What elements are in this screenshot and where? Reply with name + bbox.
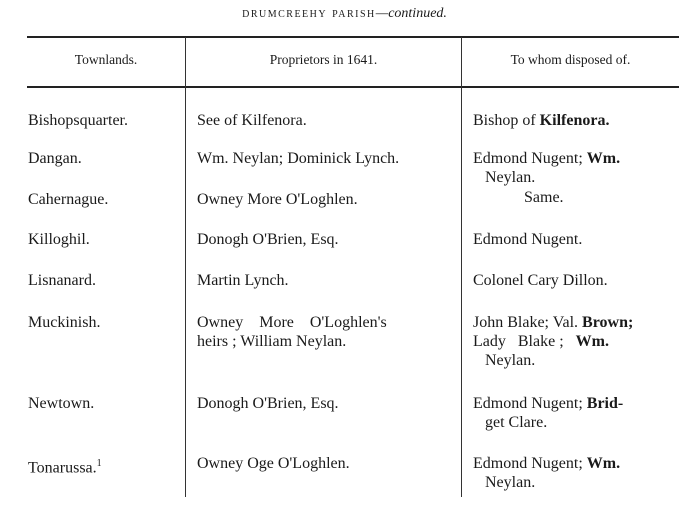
townland-cell: Dangan. bbox=[28, 150, 82, 167]
proprietors-cell: Martin Lynch. bbox=[197, 272, 289, 289]
proprietors-cell: Owney Oge O'Loghlen. bbox=[197, 455, 350, 472]
continued-label: —continued. bbox=[375, 6, 447, 21]
footnote-marker: 1 bbox=[96, 458, 102, 469]
townland-cell: Lisnanard. bbox=[28, 272, 96, 289]
page-title bbox=[0, 6, 689, 22]
disposed-cell: Colonel Cary Dillon. bbox=[473, 272, 608, 289]
proprietors-cell-cont: heirs ; William Neylan. bbox=[197, 333, 347, 350]
disposed-cell: Same. bbox=[524, 189, 564, 206]
column-divider-2 bbox=[461, 37, 462, 497]
disposed-cell-cont: Neylan. bbox=[485, 352, 536, 369]
disposed-cell-cont: get Clare. bbox=[485, 414, 548, 431]
disposed-cell: Bishop of Kilfenora. bbox=[473, 112, 610, 129]
top-rule bbox=[27, 36, 679, 38]
disposed-cell: John Blake; Val. Brown; bbox=[473, 314, 634, 331]
header-proprietors: Proprietors in 1641. bbox=[269, 52, 378, 67]
townland-cell: Tonarussa.$^1$ bbox=[28, 458, 102, 477]
proprietors-cell: See of Kilfenora. bbox=[197, 112, 307, 129]
parish-title: drumcreehy parish bbox=[242, 6, 376, 21]
disposed-cell-cont: Neylan. bbox=[485, 169, 536, 186]
proprietors-cell: Donogh O'Brien, Esq. bbox=[197, 231, 339, 248]
townland-cell: Cahernague. bbox=[28, 191, 109, 208]
proprietors-cell: Wm. Neylan; Dominick Lynch. bbox=[197, 150, 400, 167]
proprietors-cell: Owney More O'Loghlen. bbox=[197, 191, 358, 208]
disposed-cell-cont: Neylan. bbox=[485, 474, 536, 491]
header-disposed: To whom disposed of. bbox=[510, 52, 631, 67]
header-townlands: Townlands. bbox=[74, 52, 138, 67]
disposed-cell-cont: Lady Blake ; Wm. bbox=[473, 333, 609, 350]
disposed-cell: Edmond Nugent. bbox=[473, 231, 583, 248]
townland-cell: Killoghil. bbox=[28, 231, 90, 248]
disposed-cell: Edmond Nugent; Wm. bbox=[473, 150, 621, 167]
townland-cell: Bishopsquarter. bbox=[28, 112, 128, 129]
disposed-cell: Edmond Nugent; Wm. bbox=[473, 455, 621, 472]
column-divider-1 bbox=[185, 37, 186, 497]
disposed-cell: Edmond Nugent; Brid- bbox=[473, 395, 624, 412]
townland-cell: Muckinish. bbox=[28, 314, 101, 331]
proprietors-cell: Donogh O'Brien, Esq. bbox=[197, 395, 339, 412]
header-bottom-rule bbox=[27, 86, 679, 88]
townland-cell: Newtown. bbox=[28, 395, 95, 412]
proprietors-cell: Owney More O'Loghlen's bbox=[197, 314, 387, 331]
